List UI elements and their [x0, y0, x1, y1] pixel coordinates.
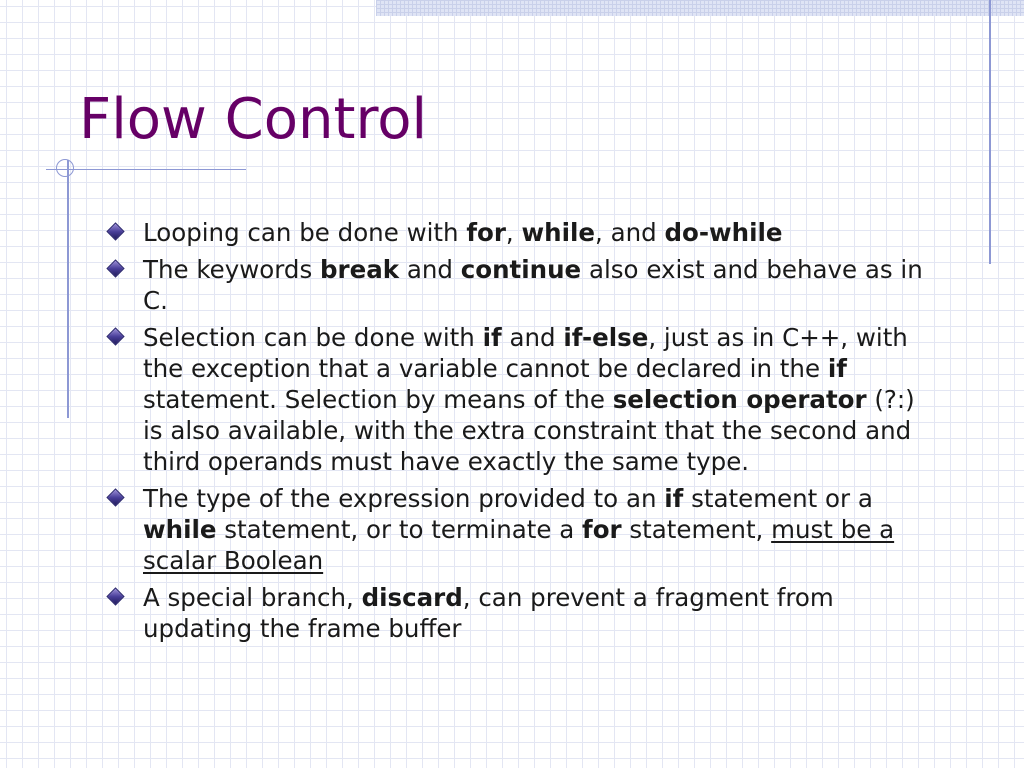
bold-keyword: discard — [361, 583, 463, 612]
bullet-item — [108, 322, 938, 477]
text-run: (?:) is also available, with the extra constraint that the second and third operands must have exactly the same type. — [143, 385, 915, 476]
text-run: , — [505, 218, 522, 247]
bullet-text — [143, 255, 923, 315]
bullet-item — [108, 217, 938, 248]
text-run: A special branch, — [143, 583, 362, 612]
bold-keyword: while — [143, 515, 217, 544]
bold-keyword: for — [582, 515, 622, 544]
diamond-bullet-icon — [108, 224, 124, 240]
underlined-phrase: must be a scalar Boolean — [143, 515, 895, 575]
title-ring-ornament — [56, 159, 74, 177]
bold-keyword: if — [827, 354, 847, 383]
bold-keyword: if-else — [563, 323, 649, 352]
text-run: statement. Selection by means of the — [143, 385, 613, 414]
text-run: , can prevent a fragment from updating the frame buffer — [143, 583, 834, 643]
diamond-bullet-icon — [108, 261, 124, 277]
bold-keyword: do-while — [664, 218, 783, 247]
text-run: statement, — [621, 515, 772, 544]
text-run: The type of the expression provided to an — [143, 484, 665, 513]
bullet-item — [108, 483, 938, 576]
text-run: and — [399, 255, 461, 284]
bold-keyword: continue — [460, 255, 582, 284]
bullet-text — [143, 484, 894, 575]
bold-keyword: break — [320, 255, 400, 284]
diamond-bullet-icon — [108, 329, 124, 345]
diamond-bullet-icon — [108, 490, 124, 506]
bold-keyword: if — [482, 323, 502, 352]
text-run: Looping can be done with — [143, 218, 467, 247]
bullet-text — [143, 218, 783, 247]
bullet-text — [143, 323, 915, 476]
bullet-item — [108, 254, 938, 316]
title-underline-rule — [46, 169, 246, 170]
text-run: , just as in C++, with the exception that a variable cannot be declared in the — [143, 323, 908, 383]
diamond-bullet-icon — [108, 589, 124, 605]
text-run: The keywords — [143, 255, 321, 284]
text-run: statement or a — [683, 484, 873, 513]
bold-keyword: while — [521, 218, 595, 247]
text-run: Selection can be done with — [143, 323, 483, 352]
text-run: statement, or to terminate a — [216, 515, 583, 544]
bullet-list — [108, 217, 938, 650]
bold-keyword: selection operator — [612, 385, 867, 414]
slide-title: Flow Control — [79, 87, 428, 152]
bullet-text — [143, 583, 834, 643]
bold-keyword: for — [466, 218, 506, 247]
bold-keyword: if — [664, 484, 684, 513]
text-run: also exist and behave as in C. — [143, 255, 923, 315]
left-accent-line — [67, 160, 69, 418]
text-run: and — [501, 323, 564, 352]
right-accent-line — [989, 0, 991, 264]
bullet-item — [108, 582, 938, 644]
top-decorative-band — [376, 0, 1024, 16]
text-run: , and — [595, 218, 665, 247]
